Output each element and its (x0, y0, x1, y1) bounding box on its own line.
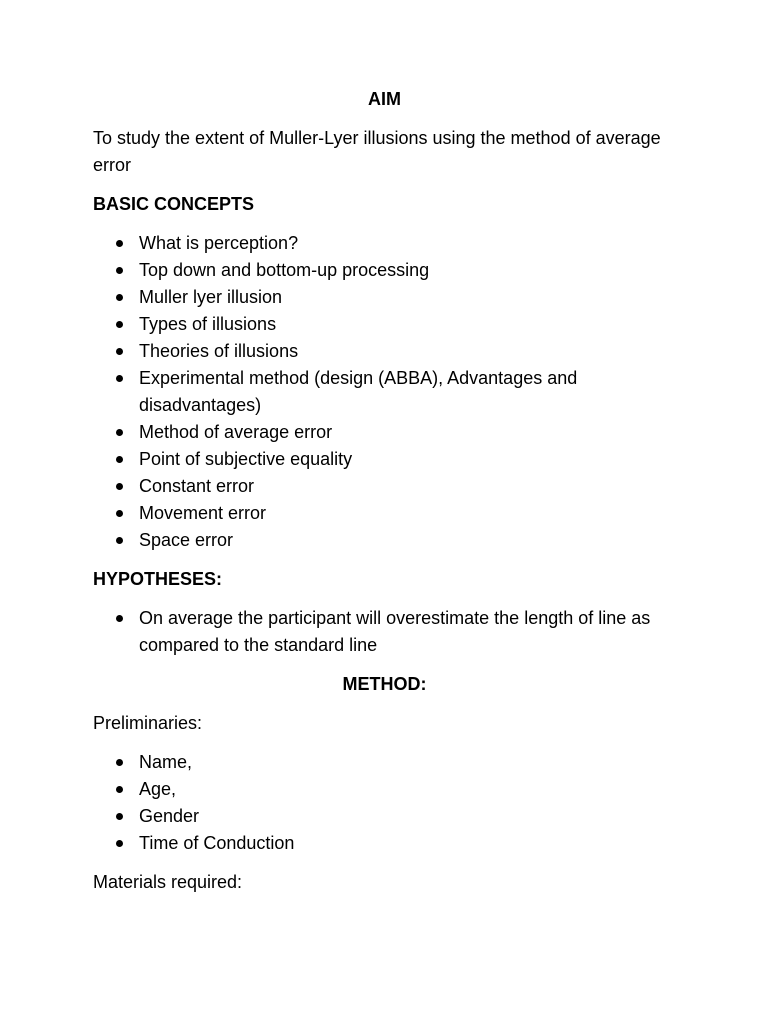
list-item: Method of average error (93, 419, 676, 446)
list-item: Point of subjective equality (93, 446, 676, 473)
materials-label: Materials required: (93, 872, 243, 892)
list-item: Experimental method (design (ABBA), Advantages and disadvantages) (93, 365, 676, 419)
list-item: Gender (93, 803, 676, 830)
hypotheses-list (93, 605, 676, 659)
list-item: Space error (93, 527, 676, 554)
list-item: Age, (93, 776, 676, 803)
aim-text: To study the extent of Muller-Lyer illusions using the method of average error (93, 128, 661, 175)
preliminaries-label: Preliminaries: (93, 713, 203, 733)
basic-concepts-list (93, 230, 676, 554)
list-item: On average the participant will overestimate the length of line as compared to the standard line (93, 605, 676, 659)
list-item: What is perception? (93, 230, 676, 257)
list-item: Time of Conduction (93, 830, 676, 857)
list-item: Theories of illusions (93, 338, 676, 365)
list-item: Muller lyer illusion (93, 284, 676, 311)
list-item: Constant error (93, 473, 676, 500)
list-item: Top down and bottom-up processing (93, 257, 676, 284)
hypotheses-heading: HYPOTHESES: (93, 569, 223, 589)
method-heading: METHOD: (342, 674, 427, 694)
list-item: Movement error (93, 500, 676, 527)
basic-concepts-heading: BASIC CONCEPTS (93, 194, 255, 214)
list-item: Name, (93, 749, 676, 776)
list-item: Types of illusions (93, 311, 676, 338)
preliminaries-list (93, 749, 676, 857)
aim-heading: AIM (368, 89, 401, 109)
